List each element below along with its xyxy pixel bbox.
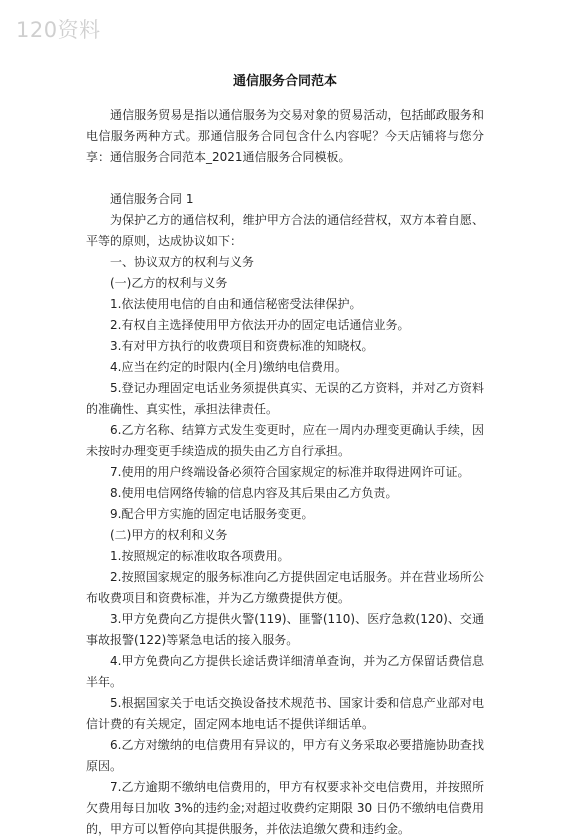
party-b-item: 8.使用电信网络传输的信息内容及其后果由乙方负责。 xyxy=(110,486,398,500)
party-a-item: 6.乙方对缴纳的电信费用有异议的，甲方有义务采取必要措施协助查找原因。 xyxy=(86,738,484,773)
party-b-item: 9.配合甲方实施的固定电话服务变更。 xyxy=(110,507,314,521)
document-title: 通信服务合同范本 xyxy=(232,74,337,89)
watermark-logo: 120资料 xyxy=(16,18,101,42)
party-b-heading: (一)乙方的权利与义务 xyxy=(110,276,228,290)
party-b-item: 2.有权自主选择使用甲方依法开办的固定电话通信业务。 xyxy=(110,318,410,332)
party-a-item: 2.按照国家规定的服务标准向乙方提供固定电话服务。并在营业场所公布收费项目和资费标准，并为乙方缴费提供方便。 xyxy=(86,570,484,605)
party-a-item: 3.甲方免费向乙方提供火警(119)、匪警(110)、医疗急救(120)、交通事故报警(122)等紧急电话的接入服务。 xyxy=(86,612,484,647)
section-heading: 一、协议双方的权利与义务 xyxy=(110,255,255,269)
intro-paragraph: 通信服务贸易是指以通信服务为交易对象的贸易活动，包括邮政服务和电信服务两种方式。那通信服务合同包含什么内容呢？今天店铺将与您分享：通信服务合同范本_2021通信服务合同模板。 xyxy=(86,108,484,164)
party-b-item: 6.乙方名称、结算方式发生变更时，应在一周内办理变更确认手续，因未按时办理变更手续造成的损失由乙方自行承担。 xyxy=(86,423,484,458)
contract-heading: 通信服务合同 1 xyxy=(110,192,194,206)
party-a-item: 1.按照规定的标准收取各项费用。 xyxy=(110,549,290,563)
party-a-item: 4.甲方免费向乙方提供长途话费详细清单查询，并为乙方保留话费信息半年。 xyxy=(86,654,484,689)
party-b-item: 5.登记办理固定电话业务须提供真实、无误的乙方资料，并对乙方资料的准确性、真实性，承担法律责任。 xyxy=(86,381,484,416)
document-page xyxy=(86,62,484,840)
party-b-item: 1.依法使用电信的自由和通信秘密受法律保护。 xyxy=(110,297,362,311)
party-b-item: 3.有对甲方执行的收费项目和资费标准的知晓权。 xyxy=(110,339,374,353)
party-a-item: 7.乙方逾期不缴纳电信费用的，甲方有权要求补交电信费用，并按照所欠费用每日加收 3%的违约金;对超过收费约定期限 30 日仍不缴纳电信费用的，甲方可以暂停向其提供服务，并依法追缴欠费和违约金。 xyxy=(86,780,484,836)
paragraph-gap xyxy=(86,168,484,189)
party-a-item: 5.根据国家关于电话交换设备技术规范书、国家计委和信息产业部对电信计费的有关规定，固定网本地电话不提供详细话单。 xyxy=(86,696,484,731)
party-b-item: 7.使用的用户终端设备必须符合国家规定的标准并取得进网许可证。 xyxy=(110,465,470,479)
contract-preamble: 为保护乙方的通信权利，维护甲方合法的通信经营权，双方本着自愿、平等的原则，达成协议如下： xyxy=(86,213,484,248)
party-a-heading: (二)甲方的权利和义务 xyxy=(110,528,228,542)
party-b-item: 4.应当在约定的时限内(全月)缴纳电信费用。 xyxy=(110,360,347,374)
